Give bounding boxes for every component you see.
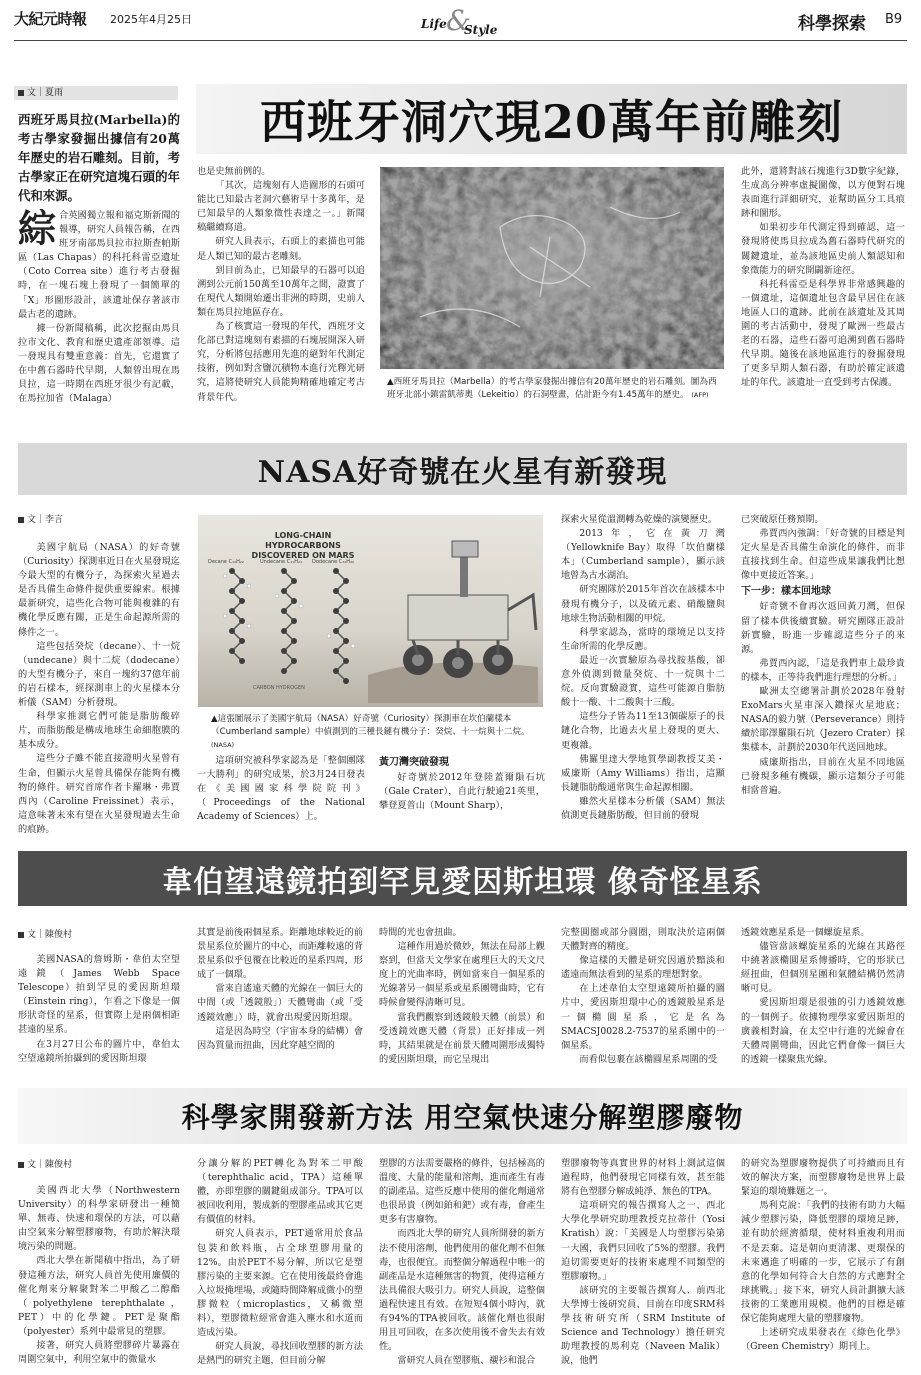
a2-para: 威廉斯指出，目前在火星不同地區已發現多種有機碳，顯示這類分子可能相當普遍。 bbox=[741, 756, 905, 796]
a2-para: 2013年，它在黃刀灣（Yellowknife Bay）取得「坎伯蘭樣本」（Cumberland sample），顯示該地曾為古水湖泊。 bbox=[561, 528, 725, 582]
a2-para: 弗賈西內認，「這是我們車上最珍貴的樣本，正等待我們進行理想的分析。」 bbox=[741, 657, 905, 683]
a3-para: 在上述韋伯太空望遠鏡所拍攝的圖片中，愛因斯坦環中心的透鏡般星系是一個橢圓星系，它是名為SMACSJ0028.2-7537的星系團中的一個星系。 bbox=[561, 983, 725, 1051]
a2-para: 弗賈西內強調：「好奇號的目標是判定火星是否具備生命演化的條件，而非直接找到生命。但這些成果讓我們比想像中更接近答案。」 bbox=[741, 528, 905, 582]
caption-text: ▲這張圖展示了美國宇航局（NASA）好奇號（Curiosity）探測車在坎伯蘭樣本（Cumberland sample）中偵測到的三種長鏈有機分子：癸烷、十一烷與十二烷。 bbox=[211, 714, 530, 737]
a2-para: 探索火星從溫潤轉為乾燥的演變歷史。 bbox=[561, 514, 718, 525]
a2-para: 研究團隊於2015年首次在該樣本中發現有機分子，以及硫元素、硝酸鹽與地球生物活動相關的甲烷。 bbox=[561, 584, 725, 624]
a3-para: 透鏡效應星系是一個螺旋星系。 bbox=[741, 927, 870, 938]
a2-para: 好奇號不會再次返回黃刀灣，但保留了樣本供後續實驗。研究團隊正設計新實驗，盼進一步確認這些分子的來源。 bbox=[741, 601, 905, 655]
byline-text: 文｜李言 bbox=[27, 515, 64, 525]
a4-para: 而西北大學的研究人員所開發的新方法不使用溶劑，他們使用的催化劑不但無毒，也很便宜。而整個分解過程中唯一的副產品是水這種無害的物質，使得這種方法具備很大吸引力。研究人員說，這整個過程快速且有效。在短短4個小時內，就有94%的TPA被回收。該催化劑也很耐用且可回收，在多次使用後不會失去有效性。 bbox=[379, 1228, 545, 1353]
a1-para: 科托科雷亞是科學界非常感興趣的一個遺址，這個遺址包含最早居住在該地區人口的遺跡。此前在該遺址及其周圍的考古活動中，發現了歐洲一些最古老的石器，這些石器可追溯到舊石器時代早期。隨後在該地區進行的發掘發現了更多早期人類石器，有助於確定該遺址的年代。該遺址一直受到考古保護。 bbox=[741, 278, 905, 389]
a1-para: 研究人員表示，石頭上的素描也可能是人類已知的最古老雕刻。 bbox=[197, 236, 365, 262]
header-rule bbox=[14, 40, 907, 41]
caption-a2 bbox=[211, 713, 541, 752]
a2-para: 雖然火星樣本分析儀（SAM）無法偵測更長鏈脂肪酸，但目前的發現 bbox=[561, 795, 725, 821]
a1-col5 bbox=[741, 165, 905, 415]
subheading-sample-return: 下一步：樣本回地球 bbox=[741, 586, 831, 598]
a4-para: 當研究人員在塑膠瓶、襯衫和混合 bbox=[397, 1355, 536, 1367]
a4-para: 接著，研究人員將塑膠碎片暴露在周圍空氣中，利用空氣中的微量水 bbox=[18, 1340, 180, 1366]
byline-text: 文｜陳俊村 bbox=[27, 1160, 73, 1170]
headline-a4: 科學家開發新方法 用空氣快速分解塑膠廢物 bbox=[18, 1088, 907, 1144]
a4-para: 馬利克說：「我們的技術有助力大幅減少塑膠污染，降低塑膠的環境足跡，並有助於經濟循環，使材料重複利用而不是丟棄。這是朝向更清潔、更環保的未來邁進了明確的一步，它展示了有創意的化學如何符合大自然的方式應對全球挑戰。」接下來，研究人員計劃擴大該技術的工業應用規模。他們的目標是確保它能夠處理大量的塑膠廢物。 bbox=[741, 1200, 905, 1325]
a1-col2 bbox=[197, 165, 365, 415]
a4-col4 bbox=[561, 1157, 725, 1369]
figure-heading-line2: DISCOVERED ON MARS bbox=[251, 551, 355, 560]
a1-para: 為了核實這一發現的年代，西班牙文化部已對這塊刻有素描的石塊展開深入研究，分析將包括應用先進的絕對年代測定技術，例如對含鹽沉積物本進行光釋光研究，這將使研究人員能夠精確地確定考古背景年代。 bbox=[197, 321, 365, 403]
a4-para: 西北大學在新聞稿中指出，為了研發這種方法，研究人員首先使用廉價的催化劑來分解聚對苯二甲酸乙二醇酯（polyethylene terephthalate，PET）中的化學鍵。PET是聚酯（polyester）系列中最常見的塑膠。 bbox=[18, 1255, 180, 1337]
photo-credit: (NASA) bbox=[211, 741, 235, 749]
a1-para: 此外，還將對該石塊進行3D數字紀錄，生成高分辨率虛擬圖像，以方便對石塊表面進行詳細研究，並幫助區分工具痕跡和圖形。 bbox=[741, 166, 905, 220]
a3-para: 而看似包裹在該橢圓星系周圍的受 bbox=[579, 1053, 718, 1065]
a3-col4 bbox=[561, 926, 725, 1081]
a4-col3 bbox=[379, 1157, 545, 1369]
brand-ampersand: & bbox=[446, 4, 471, 37]
a4-para: 塑膠的方法需要嚴格的條件，包括極高的溫度、大量的能量和溶劑，進而產生有毒的副產品。這些反應中使用的催化劑通常也很昂貴（例如鉑和鈀）或有毒，會產生更多有害廢物。 bbox=[379, 1158, 545, 1226]
byline-a1 bbox=[14, 86, 178, 100]
a2-para: 美國宇航局（NASA）的好奇號（Curiosity）探測車近日在火星發現迄今最大型的有機分子，為探索火星過去是否具備生命條件提供重要線索。根據最新研究，這些化合物可能與複雜的有機化學反應有關，正是生命起源所需的條件之一。 bbox=[18, 542, 180, 638]
a4-para: 塑膠廢物等真實世界的材料上測試這個過程時，他們發現它同樣有效，甚至能將有色塑膠分解成純淨、無色的TPA。 bbox=[561, 1158, 725, 1198]
a2-para: 歐洲太空總署計劃於2028年發射ExoMars火星車深入鑽探火星地底；NASA的毅力號（Perseverance）則持續於耶澤羅隕石坑（Jezero Crater）採集樣本，計劃於2030年代送回地球。 bbox=[741, 686, 905, 754]
byline-a3 bbox=[14, 928, 94, 942]
a3-para: 當來自遙遠天體的光線在一個巨大的中間（或「透鏡般」）天體彎曲（或「受透鏡效應」）時，就會出現愛因斯坦環。 bbox=[197, 983, 363, 1023]
a4-para: 研究人員說，尋找回收塑膠的新方法是熱門的研究主題，但目前分解 bbox=[197, 1341, 363, 1367]
caption-text: ▲西班牙馬貝拉（Marbella）的考古學家發掘出據信有20萬年歷史的岩石雕刻。圖為西班牙北部小鎮雷凱蒂奧（Lekeitio）的石洞壁畫，估計距今有1.45萬年的歷史。 bbox=[387, 377, 717, 400]
a3-para: 其實是前後兩個星系。距離地球較近的前景星系位於圖片的中心，而距離較遠的背景星系似乎包覆在比較近的星系四周，形成了一個環。 bbox=[197, 927, 363, 981]
figure-heading-line1: LONG-CHAIN HYDROCARBONS bbox=[265, 531, 341, 550]
a4-col5 bbox=[741, 1157, 905, 1369]
a3-col5 bbox=[741, 926, 905, 1081]
a3-col1 bbox=[18, 953, 180, 1081]
byline-a2 bbox=[14, 513, 84, 527]
molecule-chains bbox=[212, 567, 362, 685]
a3-col3 bbox=[379, 926, 545, 1081]
rover-illustration bbox=[368, 535, 538, 703]
a3-para: 愛因斯坦環是很強的引力透鏡效應的一個例子。依據物理學家愛因斯坦的廣義相對論，在太空中行進的光線會在天體周圍彎曲，因此它們會像一個巨大的透鏡一樣聚焦光線。 bbox=[741, 997, 905, 1065]
a1-para: 也是史無前例的。 bbox=[197, 166, 271, 177]
molecule-label-decane: Decane C₁₀H₂₂ bbox=[208, 559, 244, 565]
masthead: 大紀元時報 bbox=[14, 10, 87, 28]
a2-para: 這些分子皆為11至13個碳原子的長鏈化合物，比過去火星上發現的更大、更複雜。 bbox=[561, 711, 725, 751]
a3-para: 當我們觀察到透鏡般天體（前景）和受透鏡效應天體（背景）正好排成一列時，其結果就是在前景天體周圍形成獨特的愛因斯坦環，而它呈現出 bbox=[379, 1011, 545, 1065]
a3-para: 時間的光也會扭曲。 bbox=[379, 927, 462, 938]
brand-style: Style bbox=[464, 23, 498, 37]
a3-para: 美國NASA的詹姆斯・韋伯太空望遠鏡（James Webb Space Telescope）拍到罕見的愛因斯坦環（Einstein ring），乍看之下像是一個形狀奇怪的星系，但實際上是兩個相距甚遠的星系。 bbox=[18, 954, 180, 1036]
byline-text: 文｜夏雨 bbox=[27, 88, 64, 98]
figure-legend: CARBON HYDROGEN bbox=[253, 685, 305, 691]
page-number: B9 bbox=[885, 12, 903, 27]
a2-para: 這些分子雖不能直接證明火星曾有生命，但顯示火星曾具備保存能夠有機物的條件。研究首席作者卡羅琳・弗賈西內（Caroline Freissinet）表示，這意味著未來有望在火星發現過去生命的痕跡。 bbox=[18, 753, 180, 835]
a3-para: 這是因為時空（宇宙本身的結構）會因為質量而扭曲，因此穿越空間的 bbox=[197, 1025, 363, 1051]
byline-a4 bbox=[14, 1158, 94, 1172]
a1-para: 合英國獨立報和福克斯新聞的報導，研究人員報告稱，在西班牙南部馬貝拉市拉斯查帕斯區（Las Chapas）的科托科雷亞遺址（Coto Correa site）進行考古發掘時，在一塊石塊上發現了一個簡單的「X」形圖形設計，該遺址保存著該市最古老的遺跡。 bbox=[18, 210, 180, 320]
headline-a1: 西班牙洞穴現20萬年前雕刻 bbox=[196, 84, 907, 154]
photo-credit: (AFP) bbox=[691, 391, 709, 399]
molecule-label-undecane: Undecane C₁₁H₂₄ bbox=[260, 559, 302, 565]
section-title: 科學探索 bbox=[798, 14, 866, 34]
a4-col2 bbox=[197, 1157, 363, 1369]
a3-para: 在3月27日公布的圖片中，韋伯太空望遠鏡所拍攝到的愛因斯坦環 bbox=[18, 1038, 180, 1064]
a4-para: 該研究的主要報告撰寫人、前西北大學博士後研究員、目前在印度SRM科學技術研究所（SRM Institute of Science and Technology）擔任研究助理教授的馬利克（Naveen Malik）說，他們 bbox=[561, 1284, 725, 1367]
life-style-brand bbox=[418, 6, 508, 36]
a2-para: 科學家認為，當時的環境足以支持生命所需的化學反應。 bbox=[561, 626, 725, 652]
a1-para: 到目前為止，已知最早的石器可以追溯到公元前150萬至10萬年之間，證實了在現代人類開始遷出非洲的時期，史前人類在馬貝拉地區存在。 bbox=[197, 264, 365, 318]
drop-cap: 綜 bbox=[18, 209, 57, 251]
headline-a3: 韋伯望遠鏡拍到罕見愛因斯坦環 像奇怪星系 bbox=[18, 851, 907, 906]
a4-para: 上述研究成果發表在《綠色化學》（Green Chemistry）期刊上。 bbox=[741, 1327, 905, 1353]
a4-col1 bbox=[18, 1184, 180, 1369]
a4-para: 研究人員表示，PET通常用於食品包裝和飲料瓶，占全球塑膠用量的12%。由於PET不易分解，所以它是塑膠污染的主要來源。它在使用後最終會進入垃圾掩埋場，或隨時間降解成微小的塑膠微粒（microplastics，又稱微塑料），塑膠微粒經常會進入塵水和水道而造成污染。 bbox=[197, 1228, 363, 1339]
a2-para: 好奇號於2012年登陸蓋爾隕石坑（Gale Crater），自此行駛逾21英里，攀登夏普山（Mount Sharp）， bbox=[379, 772, 545, 812]
figure-heading bbox=[238, 531, 368, 561]
byline-text: 文｜陳俊村 bbox=[27, 930, 73, 940]
lede-a1: 西班牙馬貝拉(Marbella)的考古學家發掘出據信有20萬年歷史的岩石雕刻。目前，考古學家正在研究這塊石頭的年代和來源。 bbox=[18, 112, 180, 203]
a4-para: 的研究為塑膠廢物提供了可持續而且有效的解決方案，而塑膠廢物是世界上最緊迫的環境難題之一。 bbox=[741, 1158, 905, 1198]
a2-col5 bbox=[741, 513, 905, 869]
headline-a2: NASA好奇號在火星有新發現 bbox=[18, 443, 907, 495]
a3-col2 bbox=[197, 926, 363, 1081]
a2-col1 bbox=[18, 541, 180, 869]
a4-para: 這項研究的報告撰寫人之一、西北大學化學研究助理教授克拉蒂什（Yosi Kratish）說：「美國是人均塑膠污染第一大國，我們只回收了5%的塑膠。我們迫切需要更好的技術來處理不同類型的塑膠廢物。」 bbox=[561, 1200, 725, 1282]
a1-para: 「其次，這塊刻有人造圖形的石頭可能比已知最古老洞穴藝術早十多萬年，是已知最早的人類象徵性表達之一。」新聞稿繼續寫道。 bbox=[197, 180, 365, 234]
issue-date: 2025年4月25日 bbox=[110, 13, 192, 26]
a3-para: 這種作用過於微妙，無法在局部上觀察到，但當天文學家在處理巨大的天文尺度上的光曲率時，例如當來自一個星系的光線著另一個星系或星系團彎曲時，它有時候會變得清晰可見。 bbox=[379, 941, 545, 1009]
curiosity-rover-figure bbox=[198, 515, 543, 707]
a1-para: 如果初步年代測定得到確認，這一發現將使馬貝拉成為舊石器時代研究的關鍵遺址，並為該地區史前人類認知和象徵能力的研究開闢新途徑。 bbox=[741, 222, 905, 276]
a2-para: 這項研究被科學家認為是「整個團隊一大勝利」的研究成果，於3月24日發表在《美國國家科學院院刊》（Proceedings of the National Academy of Sciences）上。 bbox=[197, 755, 365, 823]
a4-para: 美國西北大學（Northwestern University）的科學家研發出一種簡單、無毒、快速和環保的方法，可以藉由空氣來分解塑膠廢物，有助於解決環境污染的問題。 bbox=[18, 1185, 180, 1253]
subheading-yellowknife: 黃刀灣突破發現 bbox=[379, 757, 449, 768]
brand-life: Life bbox=[421, 17, 447, 31]
cave-engraving-photo bbox=[380, 167, 724, 369]
a3-para: 完整圓圈或部分圓圈，則取決於這兩個天體對齊的精度。 bbox=[561, 927, 725, 953]
a3-para: 像這樣的天體是研究因過於黯淡和遙遠而無法看到的星系的理想對象。 bbox=[561, 955, 725, 981]
molecule-label-dodecane: Dodecane C₁₂H₂₆ bbox=[312, 559, 355, 565]
a2-para: 這些包括癸烷（decane）、十一烷（undecane）與十二烷（dodecane）的大型有機分子，來自一塊約37億年前的岩石樣本，經探測車上的火星樣本分析儀（SAM）分析發現。 bbox=[18, 640, 180, 709]
caption-a1 bbox=[387, 376, 719, 402]
a3-para: 儘管當該螺旋星系的光線在其路徑中繞著該橢圓星系傳播時，它的形狀已經扭曲，但個別星團和氣體結構仍然清晰可見。 bbox=[741, 941, 905, 995]
a1-para: 據一份新聞稿稱，此次挖掘由馬貝拉市文化、教育和歷史遺產部領導。這一發現具有雙重意義：首先，它還實了在中舊石器時代早期，人類曾出現在馬貝拉，這一時期在西班牙很少有記載，在馬拉加省（Malaga） bbox=[18, 322, 180, 405]
a2-para: 最近一次實驗原為尋找胺基酸，卻意外偵測到微量癸烷、十一烷與十二烷。反向實驗證實，這些可能源自脂肪酸十一酸、十二酸與十三酸。 bbox=[561, 654, 725, 709]
a1-col1 bbox=[18, 209, 180, 414]
a2-para: 科學家推測它們可能是脂肪酸碎片，而脂肪酸是構成地球生命細胞膜的基本成分。 bbox=[18, 711, 180, 751]
a2-para: 已突破原任務預期。 bbox=[741, 514, 824, 525]
a2-col4 bbox=[561, 513, 725, 869]
a2-para: 佛羅里達大學地質學副教授艾美・威廉斯（Amy Williams）指出，這顯長鏈脂肪酸通常與生命起源相關。 bbox=[561, 753, 725, 793]
a4-para: 分讓分解的PET轉化為對苯二甲酸（terephthalic acid，TPA）這種單體，亦即塑膠的關鍵組成部分。TPA可以被回收利用，製成新的塑膠產品或其它更有價值的材料。 bbox=[197, 1158, 363, 1226]
